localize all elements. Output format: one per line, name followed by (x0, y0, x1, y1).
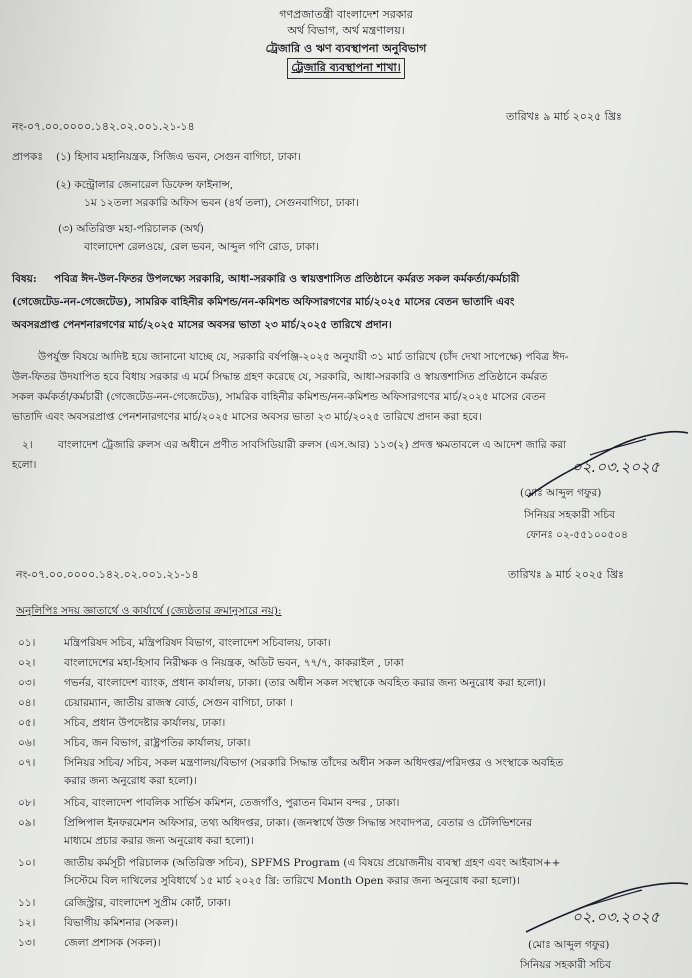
body-p1-line-2: উল-ফিতর উদযাপিত হবে বিধায় সরকার এ মর্মে সিদ্ধান্ত গ্রহণ করেছে যে, সরকারি, আধা-সরকারি ও স্বায়ত্তশাসিত প্রতিষ্ঠানে কর্মরত (12, 371, 548, 383)
recipient-3-title: (৩) অতিরিক্ত মহা-পরিচালক (অর্থ) (58, 223, 204, 235)
copy-item-text: সিনিয়র সচিব/ সচিব, সকল মন্ত্রণালয়/বিভাগ (সরকারি সিদ্ধান্ত তাঁদের অধীন সকল অধিদপ্তর/পরিদপ্তর ও সংস্থাকে অবহিত (64, 757, 564, 769)
body-p2-line-2: হলো। (12, 459, 37, 471)
branch-name-text: ট্রেজারি ব্যবস্থাপনা শাখা। (287, 58, 404, 79)
body-p2-number: ২। (22, 439, 33, 451)
copy-item-text: রেজিস্ট্রার, বাংলাদেশ সুপ্রীম কোর্ট, ঢাকা। (64, 897, 231, 909)
copy-item-number: ১২। (18, 917, 36, 929)
copy-item-text: সচিব, জন বিভাগ, রাষ্ট্রপতির কার্যালয়, ঢাকা। (64, 737, 251, 749)
copy-item-text: প্রিন্সিপাল ইনফরমেশন অফিসার, তথ্য অধিদপ্তর, ঢাকা। (জনস্বার্থে উক্ত সিদ্ধান্ত সংবাদপত্র, বেতার ও টেলিভিশনের (64, 817, 533, 829)
copy-item-number: ০৬। (18, 737, 36, 749)
copy-item-number: ১৩। (18, 937, 36, 949)
copy-item-number: ০৩। (18, 677, 36, 689)
copy-item-text: জাতীয় কর্মসূচী পরিচালক (অতিরিক্ত সচিব), SPFMS Program (এ বিষয়ে প্রয়োজনীয় ব্যবস্থা গ্রহণ এবং আইবাস++ (64, 857, 561, 869)
memo2-date: তারিখঃ ৯ মার্চ ২০২৫ খ্রিঃ (508, 568, 624, 581)
subject-line-2: (গেজেটেড-নন-গেজেটেড), সামরিক বাহিনীর কমিশন্ড/নন-কমিশন্ড অফিসারগণের মার্চ/২০২৫ মাসের বেতন ভাতাদি এবং (12, 296, 515, 308)
body-p1-line-4: ভাতাদি এবং অবসরপ্রাপ্ত পেনশনারগণের মার্চ/২০২৫ মাসের অবসর ভাতা ২৩ মার্চ/২০২৫ তারিখে প্রদান করা হবে। (12, 411, 483, 423)
signatory-name-1: (মোঃ আব্দুল গফুর) (520, 487, 602, 499)
signatory-name-2: (মোঃ আব্দুল গফুর) (528, 939, 610, 951)
copy-item-number: ০৭। (18, 757, 36, 769)
copy-item-text: বাংলাদেশের মহা-হিসাব নিরীক্ষক ও নিয়ন্ত্রক, অডিট ভবন, ৭৭/৭, কাকরাইল , ঢাকা (64, 657, 404, 669)
copies-label: অনুলিপিঃ সদয় জ্ঞাতার্থে ও কার্যার্থে (জ্যেষ্ঠতার ক্রমানুসারে নয়): (16, 605, 282, 617)
copy-item-number: ০১। (18, 637, 36, 649)
signatory-phone-1: ফোনঃ ০২-৫৫১০০৫০৪ (526, 529, 628, 541)
copy-item-text: সচিব, প্রধান উপদেষ্টার কার্যালয়, ঢাকা। (64, 717, 226, 729)
copy-item-number: ০৪। (18, 697, 36, 709)
copy-item-text: মন্ত্রিপরিষদ সচিব, মন্ত্রিপরিষদ বিভাগ, বাংলাদেশ সচিবালয়, ঢাকা। (64, 637, 331, 649)
copy-item-text: চেয়ারম্যান, জাতীয় রাজস্ব বোর্ড, সেগুন বাগিচা, ঢাকা । (64, 697, 293, 709)
body-p1-line-3: সকল কর্মকর্তা/কর্মচারী (গেজেটেড-নন-গেজেটেড), সামরিক বাহিনীর কমিশন্ড/নন-কমিশন্ড অফিসারগণের মার্চ/২০২৫ মাসের বেতন (12, 391, 546, 403)
copy-item-number: ১০। (18, 857, 36, 869)
subject-line-1: পবিত্র ঈদ-উল-ফিতর উপলক্ষ্যে সরকারি, আধা-সরকারি ও স্বায়ত্তশাসিত প্রতিষ্ঠানে কর্মরত সকল কর্মকর্তা/কর্মচারী (54, 273, 520, 285)
recipient-1: (১) হিসাব মহানিয়ন্ত্রক, সিজিএ ভবন, সেগুন বাগিচা, ঢাকা। (56, 151, 301, 163)
copy-item-number: ০৫। (18, 717, 36, 729)
signatory-designation-2: সিনিয়র সহকারী সচিব (520, 959, 611, 971)
recipients-label: প্রাপকঃ (12, 151, 43, 163)
copy-item-text-cont: মাধ্যমে প্রচার করার জন্য অনুরোধ করা হলো)। (64, 835, 254, 847)
copy-item-text: জেলা প্রশাসক (সকল)। (64, 937, 161, 949)
subject-label: বিষয়: (12, 273, 37, 285)
wing-name: ট্রেজারি ও ঋণ ব্যবস্থাপনা অনুবিভাগ (265, 42, 427, 55)
recipient-3-address: বাংলাদেশ রেলওয়ে, রেল ভবন, আব্দুল গণি রোড, ঢাকা। (84, 241, 320, 253)
body-p2-line-1: বাংলাদেশ ট্রেজারি রুলস এর অধীনে প্রণীত সাবসিডিয়ারী রুলস (এস.আর) ১১৩(২) প্রদত্ত ক্ষমতাবলে এ আদেশ জারি করা (58, 439, 567, 451)
memo-number: নং-০৭.০০.০০০০.১৪২.০২.০০১.২১-১৪ (12, 120, 195, 133)
copy-item-number: ০২। (18, 657, 36, 669)
copy-item-text: গভর্নর, বাংলাদেশ ব্যাংক, প্রধান কার্যালয়, ঢাকা। (তার অধীন সকল সংস্থাকে অবহিত করার জন্য অনুরোধ করা হলো)। (64, 677, 546, 689)
copy-item-number: ০৮। (18, 797, 36, 809)
copy-item-number: ১১। (18, 897, 36, 909)
govt-name: গণপ্রজাতন্ত্রী বাংলাদেশ সরকার (279, 8, 413, 21)
copy-item-text-cont: সিস্টেমে বিল দাখিলের সুবিধার্থে ১৫ মার্চ ২০২৫ খ্রি: তারিখে Month Open করার জন্য অনুরোধ করা হলো)। (64, 875, 520, 887)
copy-item-text: সচিব, বাংলাদেশ পাবলিক সার্ভিস কমিশন, তেজগাঁও, পুরাতন বিমান বন্দর , ঢাকা। (64, 797, 400, 809)
branch-name (0, 58, 692, 79)
copy-item-text-cont: করার জন্য অনুরোধ করা হলো)। (64, 775, 197, 787)
recipient-2-title: (২) কন্ট্রোলার জেনারেল ডিফেন্স ফাইনান্স, (56, 179, 234, 191)
signature-date-1: ০২.০৩.২০২৫ (572, 458, 660, 476)
signatory-designation-1: সিনিয়র সহকারী সচিব (524, 509, 615, 521)
body-p1-line-1: উপর্যুক্ত বিষয়ে আদিষ্ট হয়ে জানানো যাচ্ছে যে, সরকারি বর্ষপঞ্জি-২০২৫ অনুযায়ী ৩১ মার্চ তারিখে (চাঁদ দেখা সাপেক্ষে) পবিত্র ঈদ- (38, 351, 569, 363)
copy-item-text: বিভাগীয় কমিশনার (সকল)। (64, 917, 178, 929)
memo-date: তারিখঃ ৯ মার্চ ২০২৫ খ্রিঃ (506, 110, 622, 123)
signature-date-2: ০২.০৩.২০২৫ (572, 908, 660, 926)
memo2-number: নং-০৭.০০.০০০০.১৪২.০২.০০১.২১-১৪ (16, 568, 199, 581)
copy-item-number: ০৯। (18, 817, 36, 829)
recipient-2-address: ১ম ১২তলা সরকারি অফিস ভবন (৪র্থ তলা), সেগুনবাগিচা, ঢাকা। (84, 197, 359, 209)
subject-line-3: অবসরপ্রাপ্ত পেনশনারগণের মার্চ/২০২৫ মাসের অবসর ভাতা ২৩ মার্চ/২০২৫ তারিখে প্রদান। (12, 319, 392, 331)
division-name: অর্থ বিভাগ, অর্থ মন্ত্রণালয়। (287, 24, 405, 37)
